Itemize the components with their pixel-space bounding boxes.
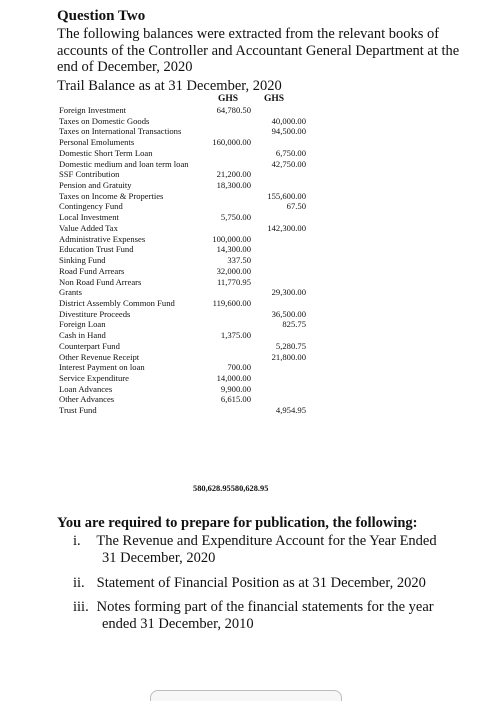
account-name: Road Fund Arrears: [59, 265, 125, 276]
requirement-item-2: [57, 575, 477, 592]
account-name: Cash in Hand: [59, 330, 106, 341]
debit-amount: 9,900.00: [220, 383, 251, 394]
table-row: [59, 212, 319, 223]
account-name: Grants: [59, 287, 82, 298]
table-row: [59, 169, 319, 180]
account-name: Interest Payment on loan: [59, 362, 145, 373]
debit-amount: 6,615.00: [220, 394, 251, 405]
table-row: [59, 298, 319, 309]
account-name: Domestic Short Term Loan: [59, 147, 153, 158]
table-row: [59, 116, 319, 127]
trial-balance-rows: [59, 105, 319, 416]
credit-amount: 29,300.00: [271, 287, 306, 298]
account-name: Domestic medium and loan term loan: [59, 158, 189, 169]
account-name: Pension and Gratuity: [59, 180, 132, 191]
debit-amount: 14,300.00: [216, 244, 251, 255]
account-name: Loan Advances: [59, 383, 113, 394]
table-row: [59, 255, 319, 266]
table-row: [59, 341, 319, 352]
credit-amount: 4,954.95: [275, 405, 306, 416]
account-name: Trust Fund: [59, 405, 97, 416]
requirement-text-continued: ended 31 December, 2010: [102, 615, 254, 632]
credit-amount: 40,000.00: [271, 115, 306, 126]
account-name: Taxes on Income & Properties: [59, 190, 164, 201]
debit-amount: 700.00: [227, 362, 251, 373]
account-name: Education Trust Fund: [59, 244, 134, 255]
table-row: [59, 277, 319, 288]
requirement-text-continued: 31 December, 2020: [102, 549, 216, 566]
table-row: [59, 309, 319, 320]
debit-amount: 11,770.95: [216, 276, 251, 287]
table-row: [59, 319, 319, 330]
credit-amount: 42,750.00: [271, 158, 306, 169]
credit-amount: 36,500.00: [271, 308, 306, 319]
requirement-number: iii.: [73, 599, 89, 615]
table-row: [59, 223, 319, 234]
table-row: [59, 362, 319, 373]
account-name: Non Road Fund Arrears: [59, 276, 142, 287]
account-name: Sinking Fund: [59, 255, 106, 266]
account-name: Administrative Expenses: [59, 233, 146, 244]
credit-amount: 155,600.00: [267, 190, 306, 201]
account-name: Personal Emoluments: [59, 137, 135, 148]
account-name: Foreign Investment: [59, 105, 127, 115]
credit-amount: 142,300.00: [267, 222, 306, 233]
table-row: [59, 405, 319, 416]
account-name: Divestiture Proceeds: [59, 308, 131, 319]
debit-amount: 100,000.00: [212, 233, 251, 244]
table-row: [59, 384, 319, 395]
account-name: Other Advances: [59, 394, 115, 405]
debit-amount: 5,750.00: [220, 212, 251, 223]
requirement-item-3: [57, 599, 477, 632]
table-row: [59, 137, 319, 148]
total-debit: 580,628.95: [193, 484, 231, 493]
trial-balance-title: Trail Balance as at 31 December, 2020: [57, 78, 282, 94]
total-credit: 580,628.95: [230, 484, 269, 493]
table-row: [59, 191, 319, 202]
account-name: Local Investment: [59, 212, 119, 223]
requirement-number: i.: [73, 533, 81, 549]
trial-balance-totals: [193, 484, 268, 493]
table-row: [59, 159, 319, 170]
debit-amount: 119,600.00: [212, 297, 251, 308]
debit-amount: 21,200.00: [216, 169, 251, 180]
table-row: [59, 201, 319, 212]
account-name: Taxes on Domestic Goods: [59, 115, 150, 126]
table-row: [59, 394, 319, 405]
table-row: [59, 180, 319, 191]
table-row: [59, 266, 319, 277]
credit-amount: 21,800.00: [271, 351, 306, 362]
account-name: District Assembly Common Fund: [59, 297, 175, 308]
table-row: [59, 105, 319, 116]
account-name: Value Added Tax: [59, 222, 118, 233]
table-row: [59, 148, 319, 159]
debit-amount: 64,780.50: [216, 105, 251, 115]
table-row: [59, 287, 319, 298]
debit-amount: 14,000.00: [216, 372, 251, 383]
account-name: SSF Contribution: [59, 169, 120, 180]
debit-amount: 32,000.00: [216, 265, 251, 276]
column-header-debit: GHS: [218, 94, 239, 104]
account-name: Counterpart Fund: [59, 340, 120, 351]
table-row: [59, 352, 319, 363]
account-name: Foreign Loan: [59, 319, 106, 330]
requirement-item-1: [57, 533, 477, 566]
credit-amount: 5,280.75: [275, 340, 306, 351]
requirement-number: ii.: [73, 575, 85, 591]
requirement-text: The Revenue and Expenditure Account for the Year Ended: [96, 533, 437, 549]
table-row: [59, 234, 319, 245]
debit-amount: 337.50: [227, 255, 251, 266]
account-name: Taxes on International Transactions: [59, 126, 182, 137]
column-header-credit: GHS: [264, 94, 285, 104]
credit-amount: 825.75: [282, 319, 306, 330]
debit-amount: 160,000.00: [212, 137, 251, 148]
requirements-title: You are required to prepare for publication, the following:: [57, 515, 418, 531]
debit-amount: 18,300.00: [216, 180, 251, 191]
credit-amount: 67.50: [286, 201, 306, 212]
table-row: [59, 126, 319, 137]
credit-amount: 6,750.00: [275, 147, 306, 158]
bottom-panel-tab[interactable]: [150, 690, 342, 701]
requirement-text: Statement of Financial Position as at 31 December, 2020: [96, 575, 426, 591]
credit-amount: 94,500.00: [271, 126, 306, 137]
table-row: [59, 330, 319, 341]
table-row: [59, 373, 319, 384]
account-name: Other Revenue Receipt: [59, 351, 140, 362]
question-intro: The following balances were extracted from the relevant books of accounts of the Controller and Accountant General Department at the end of December, 2020: [57, 26, 460, 75]
debit-amount: 1,375.00: [220, 330, 251, 341]
table-row: [59, 244, 319, 255]
requirement-text: Notes forming part of the financial statements for the year: [96, 599, 434, 615]
question-heading: Question Two: [57, 8, 146, 24]
account-name: Contingency Fund: [59, 201, 123, 212]
account-name: Service Expenditure: [59, 372, 129, 383]
